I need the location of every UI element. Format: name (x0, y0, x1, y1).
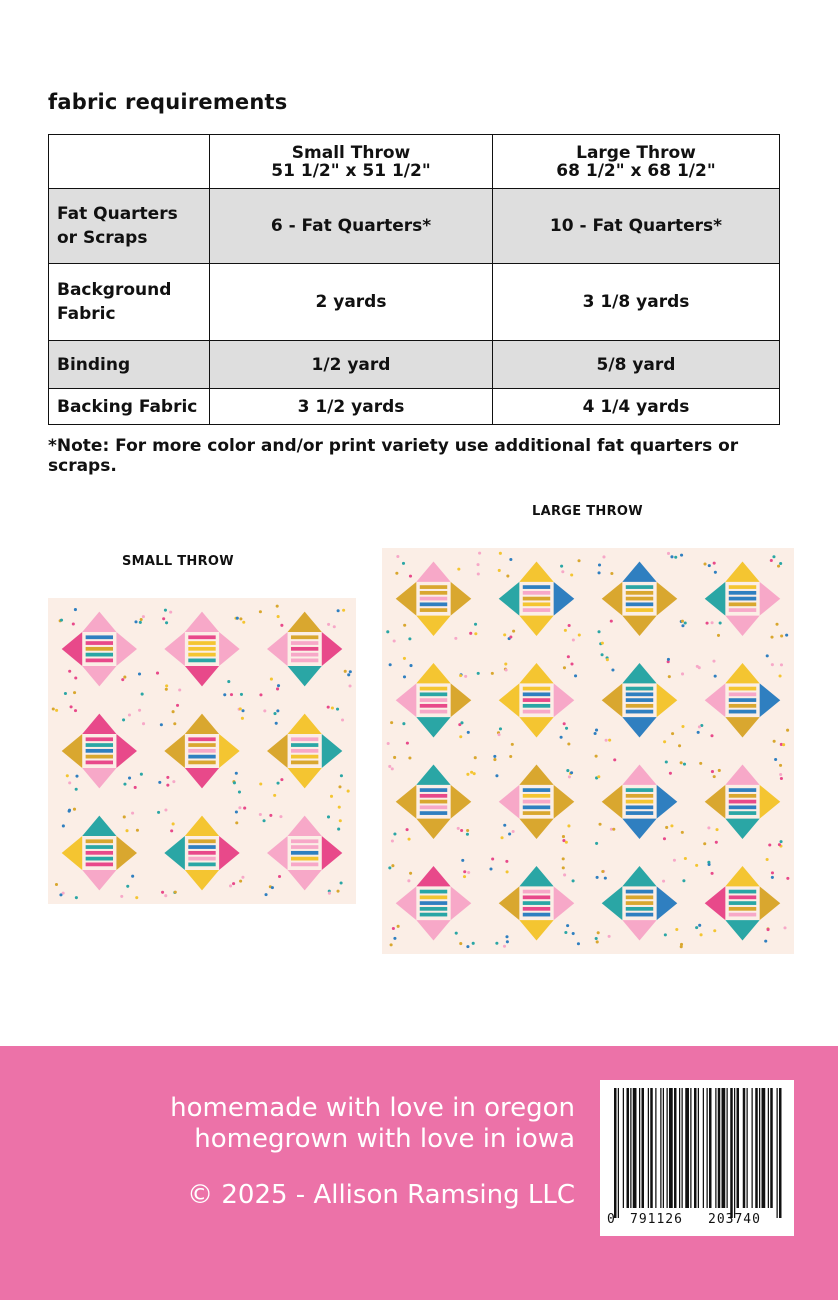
barcode-lead-digit: 0 (607, 1212, 615, 1227)
barcode (600, 1080, 794, 1236)
table-row (49, 389, 780, 425)
table-row (49, 189, 780, 264)
small-throw-size: 51 1/2" x 51 1/2" (271, 160, 431, 181)
table-row (49, 341, 780, 389)
large-value: 3 1/8 yards (493, 264, 780, 341)
large-value: 10 - Fat Quarters* (493, 189, 780, 264)
fabric-requirements-table (48, 134, 780, 425)
quilt-pattern (382, 548, 794, 954)
large-throw-size: 68 1/2" x 68 1/2" (556, 160, 716, 181)
row-label: Fat Quarters or Scraps (49, 189, 210, 264)
large-value: 4 1/4 yards (493, 389, 780, 425)
large-value: 5/8 yard (493, 341, 780, 389)
barcode-right-digits: 203740 (708, 1212, 761, 1227)
header-small-throw (210, 135, 493, 189)
quilt-pattern (48, 598, 356, 904)
row-label: Backing Fabric (49, 389, 210, 425)
barcode-left-digits: 791126 (630, 1212, 683, 1227)
large-throw-title: Large Throw (576, 142, 696, 163)
page-heading: fabric requirements (48, 90, 288, 114)
table-row (49, 264, 780, 341)
table-header-row (49, 135, 780, 189)
large-throw-label: LARGE THROW (532, 504, 643, 519)
footer-copyright: © 2025 - Allison Ramsing LLC (187, 1180, 575, 1210)
small-throw-title: Small Throw (291, 142, 411, 163)
footer-line-oregon: homemade with love in oregon (170, 1093, 575, 1123)
large-throw-quilt-image (382, 548, 794, 954)
small-value: 3 1/2 yards (210, 389, 493, 425)
header-empty-cell (49, 135, 210, 189)
row-label: Binding (49, 341, 210, 389)
small-value: 6 - Fat Quarters* (210, 189, 493, 264)
small-value: 2 yards (210, 264, 493, 341)
row-label: Background Fabric (49, 264, 210, 341)
fabric-note: *Note: For more color and/or print variety use additional fat quarters or scraps. (48, 436, 739, 476)
small-throw-label: SMALL THROW (122, 554, 234, 569)
header-large-throw (493, 135, 780, 189)
small-value: 1/2 yard (210, 341, 493, 389)
small-throw-quilt-image (48, 598, 356, 904)
footer-line-iowa: homegrown with love in iowa (194, 1124, 575, 1154)
